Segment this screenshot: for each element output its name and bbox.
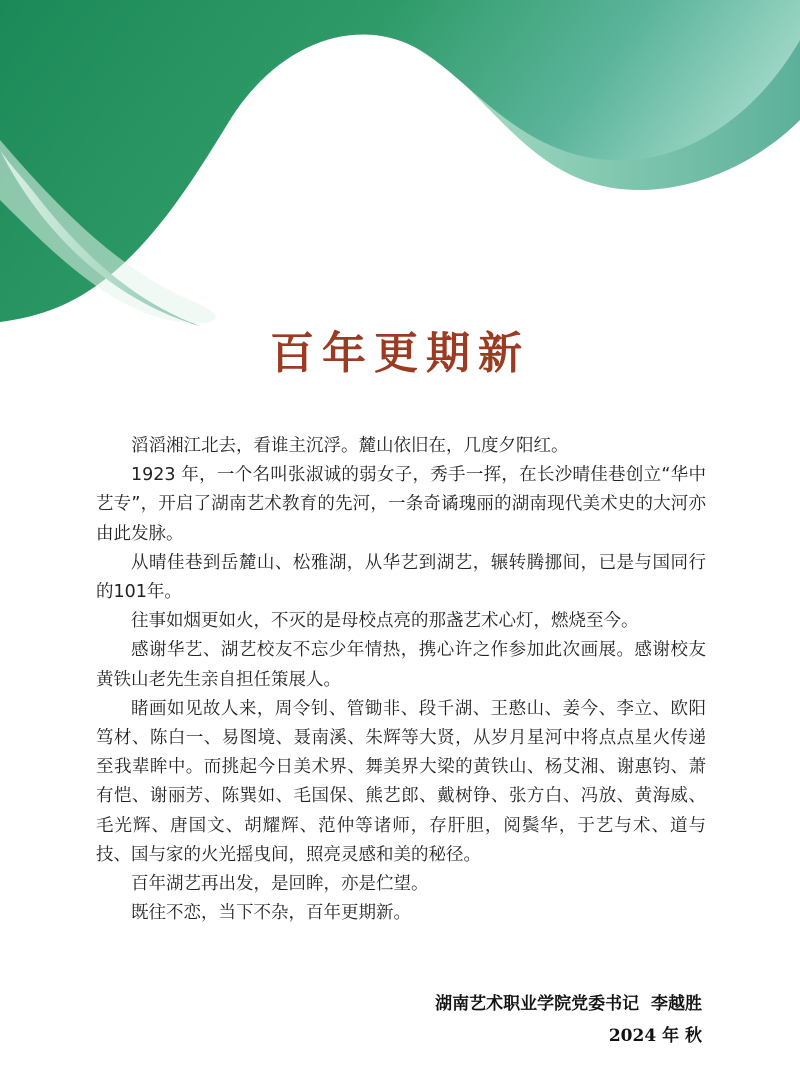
signature-block <box>435 988 702 1052</box>
signature-author: 湖南艺术职业学院党委书记 李越胜 <box>435 994 702 1014</box>
letter-body <box>96 432 706 928</box>
paragraph: 既往不恋，当下不杂，百年更期新。 <box>131 903 411 924</box>
paragraph: 1923 年，一个名叫张淑诚的弱女子，秀手一挥，在长沙晴佳巷创立“华中艺专”，开启了湖南艺术教育的先河，一条奇谲瑰丽的湖南现代美术史的大河亦由此发脉。 <box>96 465 706 544</box>
paragraph: 睹画如见故人来，周令钊、管锄非、段千湖、王憨山、姜今、李立、欧阳笃材、陈白一、易图境、聂南溪、朱辉等大贤，从岁月星河中将点点星火传递至我辈眸中。而挑起今日美术界、舞美界大梁的黄铁山、杨艾湘、谢惠钧、萧有恺、谢丽芳、陈巽如、毛国保、熊艺郎、戴树铮、张方白、冯放、黄海威、毛光辉、唐国文、胡耀辉、范仲等诸师，存肝胆，阅鬓华，于艺与术、道与技、国与家的火光摇曳间，照亮灵感和美的秘径。 <box>96 698 706 865</box>
paragraph: 滔滔湘江北去，看谁主沉浮。麓山依旧在，几度夕阳红。 <box>131 436 569 456</box>
paragraph: 百年湖艺再出发，是回眸，亦是伫望。 <box>131 874 429 895</box>
page-title: 百年更期新 <box>270 328 530 379</box>
paragraph: 从晴佳巷到岳麓山、松雅湖，从华艺到湖艺，辗转腾挪间，已是与国同行的101年。 <box>96 552 706 603</box>
paragraph: 感谢华艺、湖艺校友不忘少年情热，携心许之作参加此次画展。感谢校友黄铁山老先生亲自担任策展人。 <box>96 640 706 690</box>
signature-date: 2024 年 秋 <box>608 1026 702 1046</box>
header-wave-decoration <box>0 0 800 340</box>
paragraph: 往事如烟更如火，不灭的是母校点亮的那盏艺术心灯，燃烧至今。 <box>131 611 639 632</box>
